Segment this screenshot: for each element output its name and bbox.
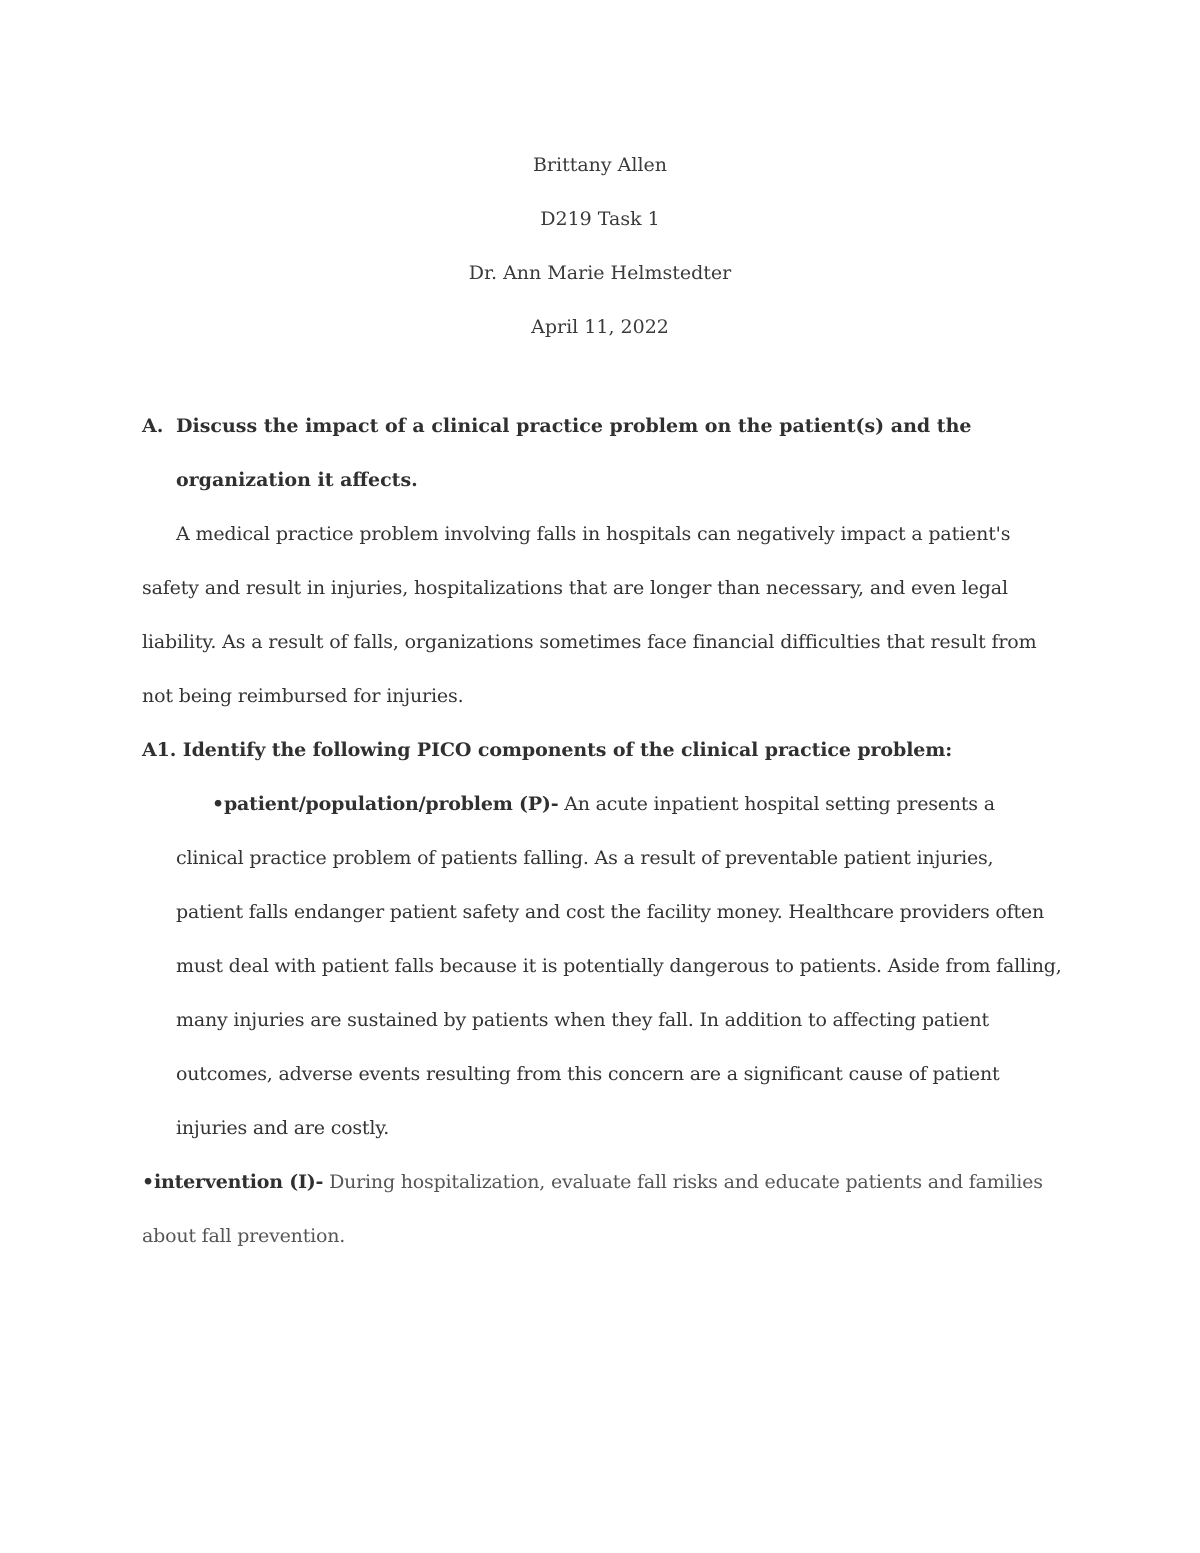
section-a-heading-text: Discuss the impact of a clinical practice problem on the patient(s) and the organization it affects.	[176, 415, 972, 491]
population-bullet	[142, 777, 1062, 1155]
intervention-label: •intervention (I)-	[142, 1171, 324, 1193]
title-block	[0, 138, 1200, 354]
course-title: D219 Task 1	[540, 208, 660, 230]
population-text: An acute inpatient hospital setting presents a clinical practice problem of patients falling. As a result of preventable patient injuries, patient falls endanger patient safety and cost the facility money. Healthcare providers often must deal with patient falls because it is potentially dangerous to patients. Aside from falling, many injuries are sustained by patients when they fall. In addition to affecting patient outcomes, adverse events resulting from this concern are a significant cause of patient injuries and are costly.	[176, 793, 1062, 1139]
section-a-paragraph: A medical practice problem involving falls in hospitals can negatively impact a patient's safety and result in injuries, hospitalizations that are longer than necessary, and even legal liability. As a result of falls, organizations sometimes face financial difficulties that result from not being reimbursed for injuries.	[142, 523, 1037, 707]
population-label: •patient/population/problem (P)-	[212, 793, 559, 815]
section-a1-heading: A1. Identify the following PICO components of the clinical practice problem:	[142, 739, 953, 761]
section-a-heading	[142, 399, 1062, 507]
author-name: Brittany Allen	[532, 154, 668, 176]
intervention-text: During hospitalization, evaluate fall risks and educate patients and families about fall prevention.	[142, 1171, 1043, 1247]
instructor-name: Dr. Ann Marie Helmstedter	[468, 262, 732, 284]
document-date: April 11, 2022	[531, 316, 669, 338]
document-body	[142, 399, 1062, 1263]
section-a-marker: A.	[142, 415, 164, 437]
intervention-bullet	[142, 1155, 1062, 1263]
